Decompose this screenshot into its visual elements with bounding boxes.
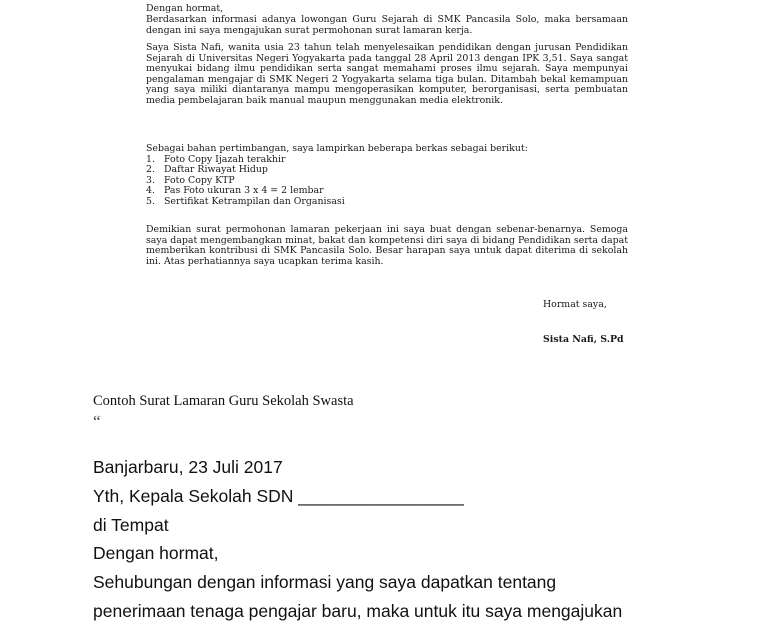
scanned-profile-paragraph: Saya Sista Nafi, wanita usia 23 tahun telah menyelesaikan pendidikan dengan jurusan Pendidikan Sejarah di Universitas Negeri Yogyakarta pada tanggal 28 April 2013 dengan IPK 3,51. Saya sangat menyukai bidang ilmu pendidikan serta sangat memahami proses ilmu sejarah. Saya mempunyai pengalaman mengajar di SMK Negeri 2 Yogyakarta selama tiga bulan. Ditambah bekal kemampuan yang saya miliki diantaranya mampu mengoperasikan komputer, berorganisasi, serta pembuatan media pembelajaran baik manual maupun menggunakan media elektronik. bbox=[146, 42, 628, 106]
scanned-intro-paragraph: Berdasarkan informasi adanya lowongan Guru Sejarah di SMK Pancasila Solo, maka bersamaan dengan ini saya mengajukan surat permohonan surat lamaran kerja. bbox=[146, 14, 628, 36]
list-item: 4. Pas Foto ukuran 3 x 4 = 2 lembar bbox=[146, 185, 324, 197]
list-item: 5. Sertifikat Ketrampilan dan Organisasi bbox=[146, 195, 345, 207]
date-line: Banjarbaru, 23 Juli 2017 bbox=[93, 457, 283, 477]
opening-quote-mark: “ bbox=[93, 412, 101, 431]
scanned-greeting: Dengan hormat, bbox=[146, 3, 224, 14]
figure-caption: Contoh Surat Lamaran Guru Sekolah Swasta bbox=[93, 393, 354, 409]
valediction: Hormat saya, bbox=[543, 299, 607, 310]
place-line: di Tempat bbox=[93, 514, 169, 535]
signer-name: Sista Nafi, S.Pd bbox=[543, 334, 624, 345]
list-item: 3. Foto Copy KTP bbox=[146, 174, 235, 186]
list-item: 1. Foto Copy Ijazah terakhir bbox=[146, 153, 286, 165]
letter-body bbox=[93, 453, 753, 626]
list-item: 2. Daftar Riwayat Hidup bbox=[146, 164, 268, 176]
greeting-line: Dengan hormat, bbox=[93, 543, 219, 564]
body-line: penerimaan tenaga pengajar baru, maka untuk itu saya mengajukan bbox=[93, 600, 623, 621]
scanned-attachments-section: Sebagai bahan pertimbangan, saya lampirkan beberapa berkas sebagai berikut: 1. Foto Copy Ijazah terakhir 2. Daftar Riwayat Hidup 3. Foto Copy KTP 4. Pas Foto ukuran 3 x 4 = 2 lembar 5. Sertifikat Ketrampilan dan Organisasi bbox=[146, 144, 628, 208]
recipient-line: Yth, Kepala Sekolah SDN _________________ bbox=[93, 485, 464, 506]
body-line: Sehubungan dengan informasi yang saya dapatkan tentang bbox=[93, 572, 557, 593]
scanned-closing-paragraph: Demikian surat permohonan lamaran pekerjaan ini saya buat dengan sebenar-benarnya. Semoga saya dapat mengembangkan minat, bakat dan kompetensi diri saya di bidang Pendidikan serta dapat memberikan kontribusi di SMK Pancasila Solo. Besar harapan saya untuk dapat diterima di sekolah ini. Atas perhatiannya saya ucapkan terima kasih. bbox=[146, 224, 628, 267]
attachments-list bbox=[146, 155, 628, 208]
